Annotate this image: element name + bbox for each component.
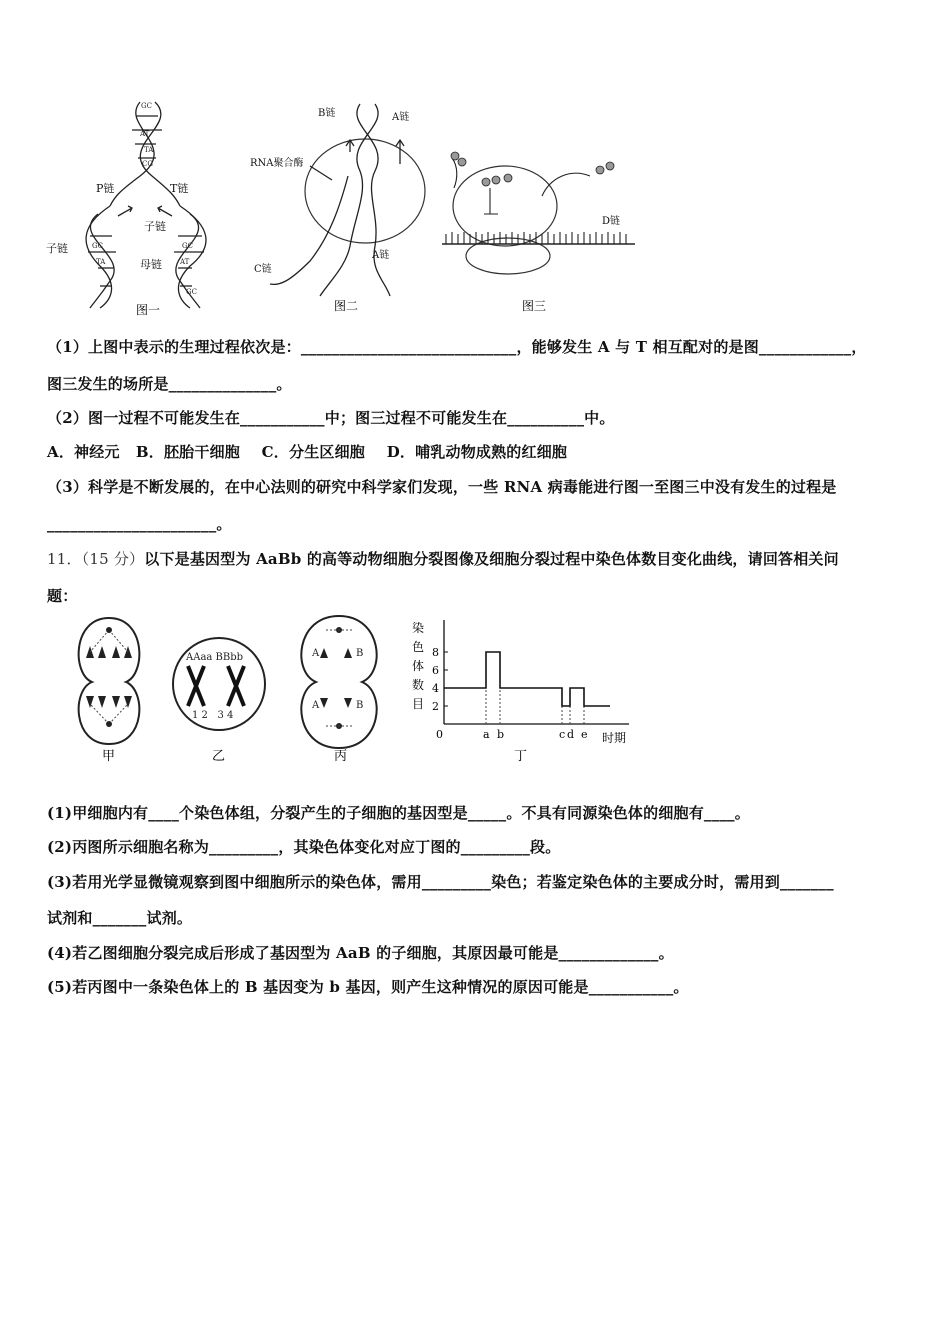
q11-answer1: (1)甲细胞内有____个染色体组，分裂产生的子细胞的基因型是_____。不具有同源染色体的细胞有____。 [47,804,750,822]
x-marker-label: c [559,728,566,741]
base-pair-label: AT [140,130,150,138]
a-chain-bottom-label: A链 [372,250,390,261]
x-marker-label: b [497,728,505,741]
q11-number: 11．（15 分） [47,550,145,568]
base-pair-label: GC [92,242,103,250]
base-pair-label: GC [186,288,197,296]
cell-yi [164,612,274,764]
figure-three-translation [430,96,645,318]
child-chain-label: 子链 [144,220,166,233]
figure-two-transcription [250,96,430,318]
figure-one-dna-replication [40,96,250,318]
bing-gene-a-bottom: A [312,700,320,711]
mother-chain-label: 母链 [140,258,162,271]
x-marker-label: d [567,728,575,741]
cell-jia-label: 甲 [102,749,116,764]
x-marker-label: a [483,728,490,741]
y-tick-label: 6 [432,664,439,677]
q10-part3-line1: （3）科学是不断发展的，在中心法则的研究中科学家们发现，一些 RNA 病毒能进行图一至图三中没有发生的过程是 [47,478,837,496]
base-pair-label: TA [96,258,106,266]
q10-part1-line1: （1）上图中表示的生理过程依次是：____________________________，能够发生 A 与 T 相互配对的是图____________， [47,338,867,356]
x-marker-label: e [581,728,588,741]
figure-three-caption: 图三 [522,299,547,313]
q11-answer5: (5)若丙图中一条染色体上的 B 基因变为 b 基因，则产生这种情况的原因可能是___________。 [47,978,689,996]
cell-bing [284,612,394,764]
q11-stem-line1 [47,548,839,569]
base-pair-label: TA [144,146,154,154]
y-tick-label: 8 [432,646,439,659]
p-chain-label: P链 [96,182,115,195]
q10-part3-line2: ______________________。 [47,515,232,533]
base-pair-label: GC [141,102,152,110]
q11-answer3-line1: (3)若用光学显微镜观察到图中细胞所示的染色体，需用_________染色；若鉴定染色体的主要成分时，需用到_______ [47,873,834,891]
rna-polymerase-shape [305,139,425,243]
chart-ding [404,612,644,764]
q11-answer2: (2)丙图所示细胞名称为_________，其染色体变化对应丁图的_________段。 [47,838,561,856]
origin-label: 0 [436,728,443,741]
bing-gene-b-top: B [356,648,364,659]
child-chain-left-label: 子链 [46,242,68,255]
y-axis-label-char: 数 [412,678,425,692]
b-chain-label: B链 [318,108,336,119]
q11-answer4: (4)若乙图细胞分裂完成后形成了基因型为 AaB 的子细胞，其原因最可能是_____________。 [47,944,674,962]
cell-yi-label: 乙 [212,749,226,764]
y-axis-label-char: 色 [412,640,425,654]
bing-gene-b-bottom: B [356,700,364,711]
d-chain-label: D链 [602,216,621,227]
a-chain-top-label: A链 [392,112,410,123]
yi-chromosome-numbers: 1 2 3 4 [192,710,234,721]
q10-part1-line2: 图三发生的场所是______________。 [47,375,292,393]
y-axis-label-char: 目 [412,697,425,711]
cell-bing-label: 丙 [334,749,348,764]
bing-gene-a-top: A [312,648,320,659]
x-axis-label: 时期 [602,731,627,745]
t-chain-label: T链 [170,182,189,195]
y-tick-label: 2 [432,700,439,713]
q10-part2: （2）图一过程不可能发生在___________中；图三过程不可能发生在__________中。 [47,409,615,427]
base-pair-label: AT [180,258,190,266]
figure-one-caption: 图一 [136,303,161,317]
figure-two-caption: 图二 [334,299,359,313]
q11-answer3-line2: 试剂和_______试剂。 [47,909,193,927]
chromosome-count-line [444,652,610,706]
helix-strand [110,102,154,206]
q11-stem-text: 以下是基因型为 AaBb 的高等动物细胞分裂图像及细胞分裂过程中染色体数目变化曲线，请回答相关问 [144,550,839,568]
base-pair-label: CG [142,160,153,168]
rna-polymerase-label: RNA聚合酶 [250,158,304,169]
yi-gene-labels: AAaa BBbb [186,652,244,663]
q11-stem-line2: 题： [47,587,78,605]
q10-options: A．神经元 B．胚胎干细胞 C．分生区细胞 D．哺乳动物成熟的红细胞 [47,443,568,461]
chart-ding-label: 丁 [514,749,528,764]
y-tick-label: 4 [432,682,439,695]
y-axis-label-char: 体 [412,659,425,673]
c-chain-label: C链 [254,264,272,275]
base-pair-label: GC [182,242,193,250]
cell-jia [64,612,154,764]
y-axis-label-char: 染 [412,621,425,635]
